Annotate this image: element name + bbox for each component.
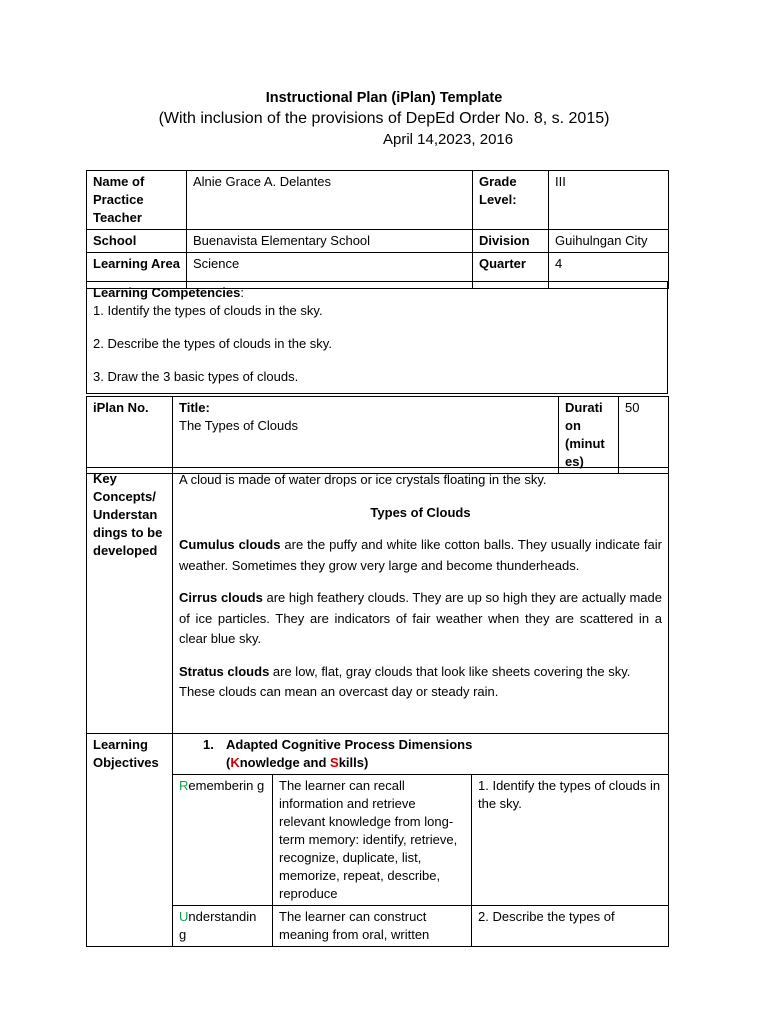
cirrus-term: Cirrus clouds: [179, 590, 263, 605]
competency-item: 1. Identify the types of clouds in the sky.: [93, 303, 323, 318]
competencies-cell: [87, 282, 668, 394]
duration-label: Durati on (minut es): [559, 397, 619, 474]
iplan-table: [86, 396, 669, 474]
area-value: Science: [187, 253, 473, 289]
knowledge-and: nowledge and: [239, 755, 331, 770]
document-subtitle: (With inclusion of the provisions of DepEd Order No. 8, s. 2015): [158, 110, 610, 127]
cumulus-paragraph: [179, 535, 662, 576]
paren-close: kills): [338, 755, 369, 770]
cirrus-text: are high feathery clouds. They are up so high they are actually made of ice particles. They are indicators of fair weather when they are scattered in a clear blue sky.: [179, 590, 663, 646]
area-label: Learning Area: [87, 253, 187, 289]
division-label: Division: [473, 230, 549, 253]
stratus-text: are low, flat, gray clouds that look like sheets covering the sky. These clouds can mean an overcast day or steady rain.: [179, 663, 631, 699]
quarter-label: Quarter: [473, 253, 549, 289]
competency-item: 2. Describe the types of clouds in the sky.: [93, 336, 332, 351]
dimension-subtitle: [203, 754, 662, 772]
paren-open: (: [226, 755, 231, 770]
dimension-number: 1.: [203, 737, 214, 752]
iplan-title-cell: [173, 397, 559, 474]
remembering-description: The learner can recall information and retrieve relevant knowledge from long-term memory: identify, retrieve, recognize, duplicate, list, memorize, repeat, describe, reproduce: [273, 775, 472, 906]
key-concepts-intro: A cloud is made of water drops or ice crystals floating in the sky.: [179, 472, 547, 487]
cumulus-term: Cumulus clouds: [179, 537, 281, 552]
dimension-title: Adapted Cognitive Process Dimensions: [226, 737, 473, 752]
competency-item: 3. Draw the 3 basic types of clouds.: [93, 369, 299, 384]
competencies-label: Learning Competencies: [93, 285, 241, 300]
iplan-no-label: iPlan No.: [87, 397, 173, 474]
key-concepts-label: Key Concepts/ Understan dings to be developed: [87, 468, 173, 734]
objectives-table: [86, 733, 669, 947]
types-heading: Types of Clouds: [370, 504, 471, 520]
stratus-paragraph: [179, 662, 662, 703]
iplan-title-label: Title:: [179, 400, 210, 415]
letter-s: S: [330, 755, 339, 770]
understanding-objective: 2. Describe the types of: [472, 906, 669, 947]
competencies-table: [86, 281, 668, 394]
teacher-value: Alnie Grace A. Delantes: [187, 171, 473, 230]
competencies-colon: :: [240, 285, 244, 300]
grade-value: III: [549, 171, 669, 230]
info-table: [86, 170, 669, 289]
remembering-first-letter: R: [179, 778, 189, 793]
stratus-term: Stratus clouds: [179, 663, 270, 679]
letter-k: K: [230, 755, 240, 770]
division-value: Guihulngan City: [549, 230, 669, 253]
key-concepts-content: [173, 468, 669, 734]
school-value: Buenavista Elementary School: [187, 230, 473, 253]
cumulus-text: are the puffy and white like cotton balls. They usually indicate fair weather. Sometimes they grow very large and become thunderheads.: [179, 537, 662, 573]
remembering-objective: 1. Identify the types of clouds in the sky.: [472, 775, 669, 906]
remembering-rest: ememberin g: [188, 778, 265, 793]
cirrus-paragraph: [179, 588, 662, 650]
quarter-value: 4: [549, 253, 669, 289]
school-label: School: [87, 230, 187, 253]
duration-value: 50: [619, 397, 669, 474]
document-title: Instructional Plan (iPlan) Template: [265, 90, 503, 106]
remembering-cell: [173, 775, 273, 906]
objectives-label: Learning Objectives: [87, 734, 173, 947]
understanding-cell: [173, 906, 273, 947]
understanding-description: The learner can construct meaning from oral, written: [273, 906, 472, 947]
understanding-first-letter: U: [179, 909, 189, 924]
key-concepts-table: [86, 467, 669, 734]
document-date: April 14,2023, 2016: [383, 131, 514, 148]
iplan-title-value: The Types of Clouds: [179, 418, 298, 433]
teacher-label: Name of Practice Teacher: [87, 171, 187, 230]
grade-label: Grade Level:: [473, 171, 549, 230]
dimension-heading: [173, 734, 669, 775]
understanding-rest: nderstandin g: [179, 909, 257, 942]
